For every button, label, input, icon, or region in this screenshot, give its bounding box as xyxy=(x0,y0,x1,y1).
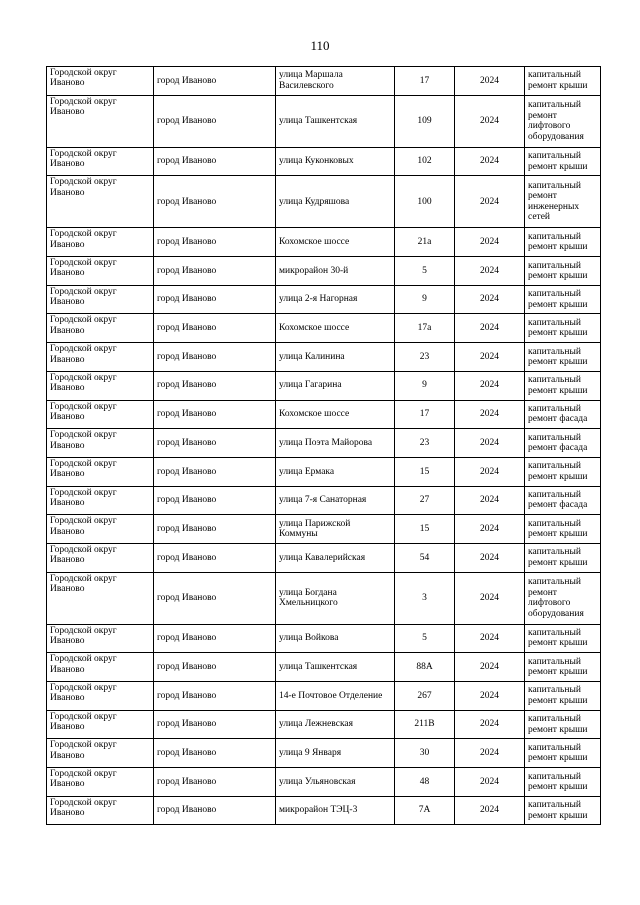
work-type-cell: капитальный ремонт фасада xyxy=(525,429,601,458)
okrug-cell: Городской округ Иваново xyxy=(47,400,154,429)
table-row xyxy=(47,228,601,257)
house-number-cell: 15 xyxy=(395,457,455,486)
table-row xyxy=(47,572,601,624)
house-number-cell: 23 xyxy=(395,429,455,458)
repair-schedule-table xyxy=(46,66,601,825)
street-cell: Кохомское шоссе xyxy=(276,400,395,429)
house-number-cell: 54 xyxy=(395,543,455,572)
year-cell: 2024 xyxy=(455,543,525,572)
work-type-cell: капитальный ремонт крыши xyxy=(525,67,601,96)
table-row xyxy=(47,176,601,228)
city-cell: город Иваново xyxy=(154,429,276,458)
table-row xyxy=(47,486,601,515)
okrug-cell: Городской округ Иваново xyxy=(47,457,154,486)
work-type-cell: капитальный ремонт крыши xyxy=(525,796,601,825)
street-cell: улица Кудряшова xyxy=(276,176,395,228)
street-cell: улица Парижской Коммуны xyxy=(276,515,395,544)
street-cell: улица Ташкентская xyxy=(276,95,395,147)
city-cell: город Иваново xyxy=(154,768,276,797)
okrug-cell: Городской округ Иваново xyxy=(47,486,154,515)
house-number-cell: 109 xyxy=(395,95,455,147)
house-number-cell: 17 xyxy=(395,67,455,96)
table-row xyxy=(47,147,601,176)
city-cell: город Иваново xyxy=(154,176,276,228)
table-row xyxy=(47,653,601,682)
okrug-cell: Городской округ Иваново xyxy=(47,653,154,682)
year-cell: 2024 xyxy=(455,515,525,544)
work-type-cell: капитальный ремонт крыши xyxy=(525,314,601,343)
city-cell: город Иваново xyxy=(154,543,276,572)
table-row xyxy=(47,429,601,458)
street-cell: улица Гагарина xyxy=(276,371,395,400)
year-cell: 2024 xyxy=(455,400,525,429)
house-number-cell: 15 xyxy=(395,515,455,544)
street-cell: улица Лежневская xyxy=(276,710,395,739)
year-cell: 2024 xyxy=(455,457,525,486)
year-cell: 2024 xyxy=(455,682,525,711)
okrug-cell: Городской округ Иваново xyxy=(47,371,154,400)
city-cell: город Иваново xyxy=(154,257,276,286)
okrug-cell: Городской округ Иваново xyxy=(47,257,154,286)
work-type-cell: капитальный ремонт фасада xyxy=(525,486,601,515)
year-cell: 2024 xyxy=(455,624,525,653)
house-number-cell: 9 xyxy=(395,371,455,400)
house-number-cell: 17 xyxy=(395,400,455,429)
work-type-cell: капитальный ремонт инженерных сетей xyxy=(525,176,601,228)
okrug-cell: Городской округ Иваново xyxy=(47,515,154,544)
table-row xyxy=(47,768,601,797)
city-cell: город Иваново xyxy=(154,653,276,682)
work-type-cell: капитальный ремонт фасада xyxy=(525,400,601,429)
house-number-cell: 3 xyxy=(395,572,455,624)
city-cell: город Иваново xyxy=(154,400,276,429)
year-cell: 2024 xyxy=(455,67,525,96)
year-cell: 2024 xyxy=(455,176,525,228)
okrug-cell: Городской округ Иваново xyxy=(47,682,154,711)
work-type-cell: капитальный ремонт лифтового оборудования xyxy=(525,95,601,147)
city-cell: город Иваново xyxy=(154,515,276,544)
work-type-cell: капитальный ремонт крыши xyxy=(525,543,601,572)
table-row xyxy=(47,682,601,711)
house-number-cell: 88А xyxy=(395,653,455,682)
year-cell: 2024 xyxy=(455,343,525,372)
okrug-cell: Городской округ Иваново xyxy=(47,314,154,343)
table-row xyxy=(47,515,601,544)
city-cell: город Иваново xyxy=(154,710,276,739)
work-type-cell: капитальный ремонт крыши xyxy=(525,257,601,286)
okrug-cell: Городской округ Иваново xyxy=(47,768,154,797)
work-type-cell: капитальный ремонт крыши xyxy=(525,653,601,682)
table-row xyxy=(47,796,601,825)
house-number-cell: 23 xyxy=(395,343,455,372)
table-body xyxy=(47,67,601,825)
city-cell: город Иваново xyxy=(154,796,276,825)
table-row xyxy=(47,371,601,400)
year-cell: 2024 xyxy=(455,796,525,825)
table-row xyxy=(47,95,601,147)
work-type-cell: капитальный ремонт лифтового оборудования xyxy=(525,572,601,624)
house-number-cell: 30 xyxy=(395,739,455,768)
house-number-cell: 211В xyxy=(395,710,455,739)
work-type-cell: капитальный ремонт крыши xyxy=(525,768,601,797)
table-row xyxy=(47,400,601,429)
work-type-cell: капитальный ремонт крыши xyxy=(525,457,601,486)
street-cell: улица Ташкентская xyxy=(276,653,395,682)
okrug-cell: Городской округ Иваново xyxy=(47,343,154,372)
page-number: 110 xyxy=(310,38,330,53)
house-number-cell: 100 xyxy=(395,176,455,228)
street-cell: улица Ульяновская xyxy=(276,768,395,797)
year-cell: 2024 xyxy=(455,285,525,314)
house-number-cell: 7А xyxy=(395,796,455,825)
work-type-cell: капитальный ремонт крыши xyxy=(525,343,601,372)
street-cell: микрорайон 30-й xyxy=(276,257,395,286)
okrug-cell: Городской округ Иваново xyxy=(47,176,154,228)
house-number-cell: 27 xyxy=(395,486,455,515)
street-cell: улица Маршала Василевского xyxy=(276,67,395,96)
city-cell: город Иваново xyxy=(154,486,276,515)
table-row xyxy=(47,739,601,768)
year-cell: 2024 xyxy=(455,768,525,797)
year-cell: 2024 xyxy=(455,95,525,147)
okrug-cell: Городской округ Иваново xyxy=(47,147,154,176)
city-cell: город Иваново xyxy=(154,285,276,314)
okrug-cell: Городской округ Иваново xyxy=(47,95,154,147)
okrug-cell: Городской округ Иваново xyxy=(47,543,154,572)
street-cell: улица Кавалерийская xyxy=(276,543,395,572)
year-cell: 2024 xyxy=(455,257,525,286)
year-cell: 2024 xyxy=(455,572,525,624)
street-cell: Кохомское шоссе xyxy=(276,314,395,343)
work-type-cell: капитальный ремонт крыши xyxy=(525,739,601,768)
year-cell: 2024 xyxy=(455,739,525,768)
house-number-cell: 17а xyxy=(395,314,455,343)
street-cell: улица Куконковых xyxy=(276,147,395,176)
table-row xyxy=(47,343,601,372)
city-cell: город Иваново xyxy=(154,371,276,400)
year-cell: 2024 xyxy=(455,429,525,458)
street-cell: улица Поэта Майорова xyxy=(276,429,395,458)
year-cell: 2024 xyxy=(455,371,525,400)
street-cell: улица Войкова xyxy=(276,624,395,653)
work-type-cell: капитальный ремонт крыши xyxy=(525,710,601,739)
year-cell: 2024 xyxy=(455,653,525,682)
work-type-cell: капитальный ремонт крыши xyxy=(525,147,601,176)
work-type-cell: капитальный ремонт крыши xyxy=(525,285,601,314)
year-cell: 2024 xyxy=(455,228,525,257)
okrug-cell: Городской округ Иваново xyxy=(47,710,154,739)
table-row xyxy=(47,710,601,739)
year-cell: 2024 xyxy=(455,486,525,515)
house-number-cell: 48 xyxy=(395,768,455,797)
house-number-cell: 5 xyxy=(395,257,455,286)
street-cell: улица 2-я Нагорная xyxy=(276,285,395,314)
okrug-cell: Городской округ Иваново xyxy=(47,796,154,825)
city-cell: город Иваново xyxy=(154,147,276,176)
year-cell: 2024 xyxy=(455,314,525,343)
year-cell: 2024 xyxy=(455,147,525,176)
okrug-cell: Городской округ Иваново xyxy=(47,624,154,653)
okrug-cell: Городской округ Иваново xyxy=(47,285,154,314)
table-row xyxy=(47,543,601,572)
city-cell: город Иваново xyxy=(154,682,276,711)
table-row xyxy=(47,257,601,286)
city-cell: город Иваново xyxy=(154,67,276,96)
year-cell: 2024 xyxy=(455,710,525,739)
house-number-cell: 102 xyxy=(395,147,455,176)
okrug-cell: Городской округ Иваново xyxy=(47,572,154,624)
work-type-cell: капитальный ремонт крыши xyxy=(525,624,601,653)
city-cell: город Иваново xyxy=(154,95,276,147)
city-cell: город Иваново xyxy=(154,572,276,624)
table-row xyxy=(47,285,601,314)
street-cell: улица Богдана Хмельницкого xyxy=(276,572,395,624)
house-number-cell: 267 xyxy=(395,682,455,711)
city-cell: город Иваново xyxy=(154,457,276,486)
street-cell: микрорайон ТЭЦ-3 xyxy=(276,796,395,825)
street-cell: улица 9 Января xyxy=(276,739,395,768)
table-row xyxy=(47,314,601,343)
okrug-cell: Городской округ Иваново xyxy=(47,429,154,458)
street-cell: улица Калинина xyxy=(276,343,395,372)
work-type-cell: капитальный ремонт крыши xyxy=(525,228,601,257)
house-number-cell: 5 xyxy=(395,624,455,653)
street-cell: Кохомское шоссе xyxy=(276,228,395,257)
city-cell: город Иваново xyxy=(154,624,276,653)
okrug-cell: Городской округ Иваново xyxy=(47,67,154,96)
table-row xyxy=(47,457,601,486)
work-type-cell: капитальный ремонт крыши xyxy=(525,515,601,544)
table-row xyxy=(47,67,601,96)
house-number-cell: 21а xyxy=(395,228,455,257)
street-cell: улица 7-я Санаторная xyxy=(276,486,395,515)
table-row xyxy=(47,624,601,653)
city-cell: город Иваново xyxy=(154,228,276,257)
street-cell: 14-е Почтовое Отделение xyxy=(276,682,395,711)
city-cell: город Иваново xyxy=(154,343,276,372)
work-type-cell: капитальный ремонт крыши xyxy=(525,682,601,711)
city-cell: город Иваново xyxy=(154,739,276,768)
house-number-cell: 9 xyxy=(395,285,455,314)
street-cell: улица Ермака xyxy=(276,457,395,486)
work-type-cell: капитальный ремонт крыши xyxy=(525,371,601,400)
okrug-cell: Городской округ Иваново xyxy=(47,228,154,257)
city-cell: город Иваново xyxy=(154,314,276,343)
okrug-cell: Городской округ Иваново xyxy=(47,739,154,768)
